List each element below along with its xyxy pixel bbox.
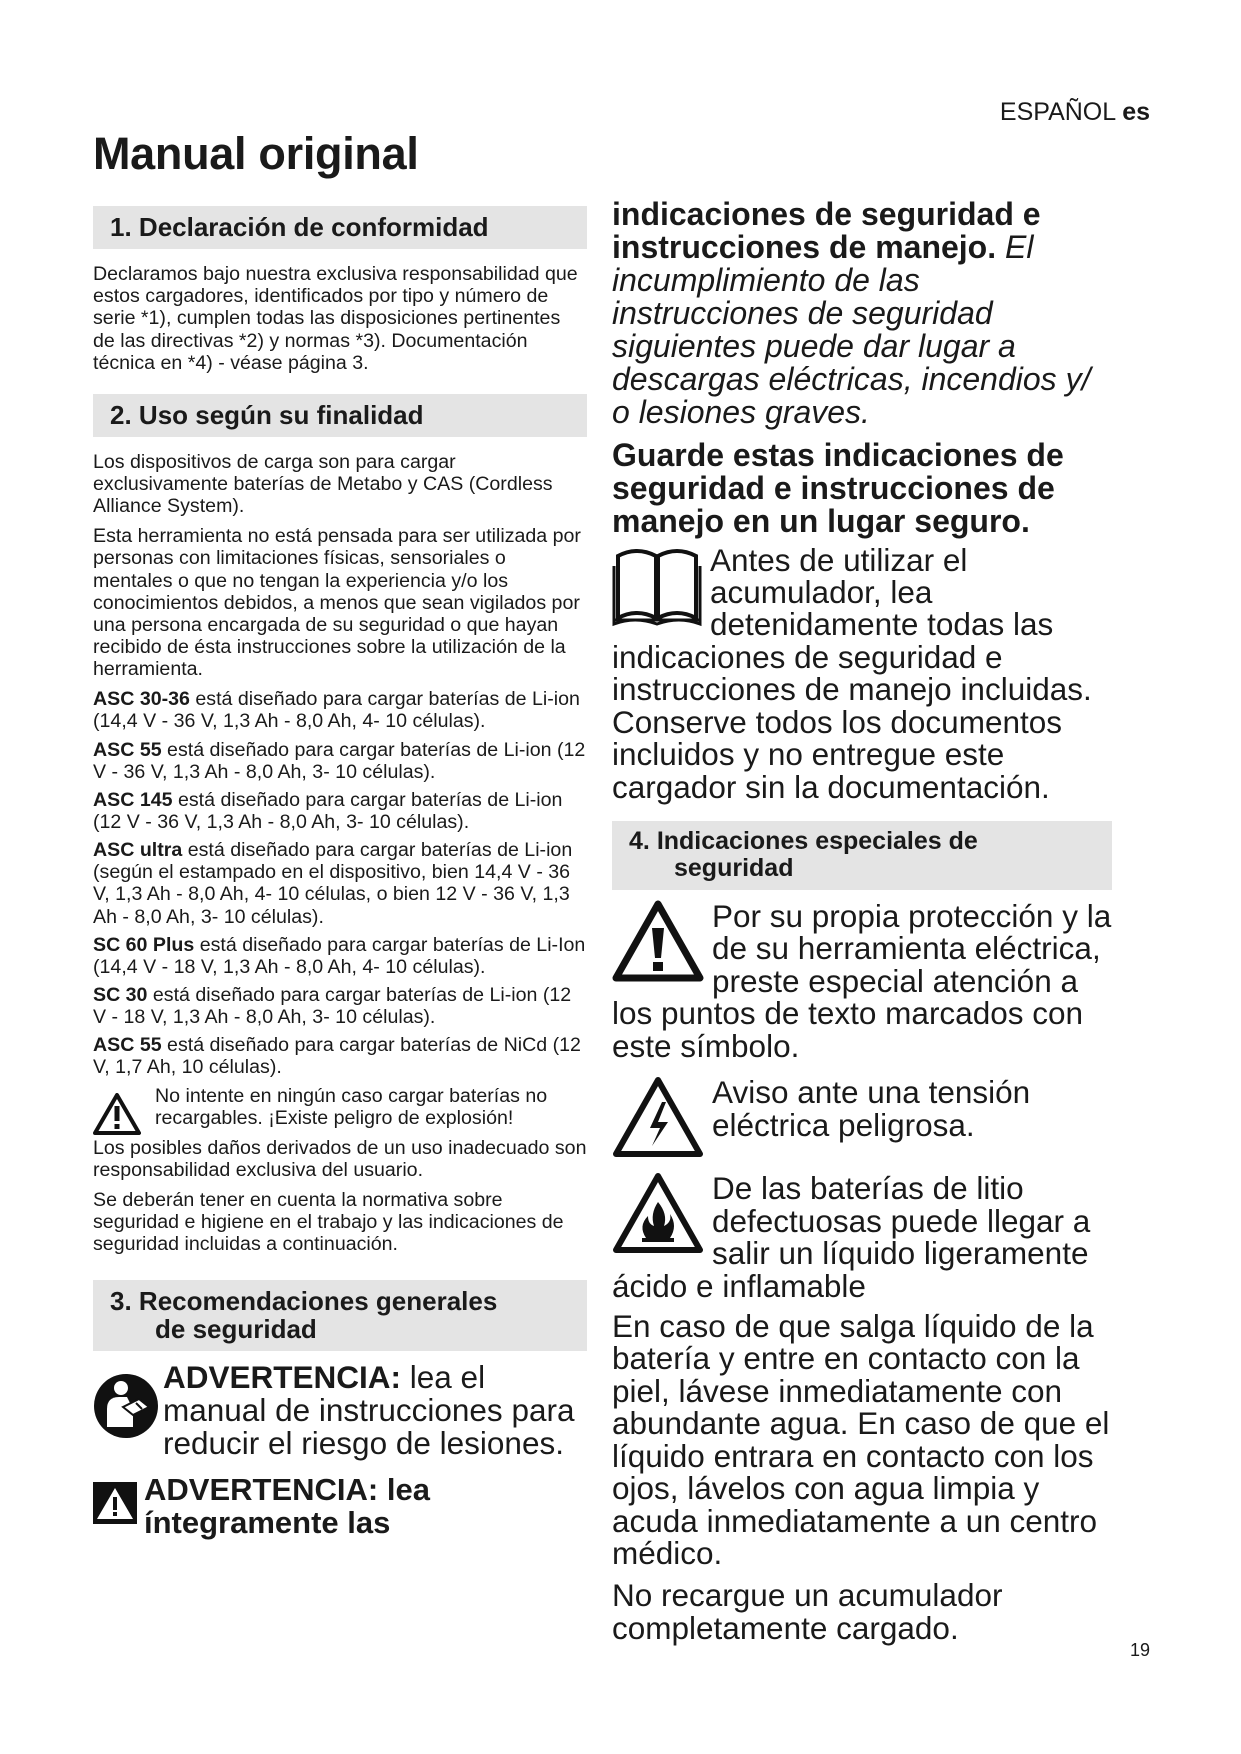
read-manual-icon [93, 1373, 159, 1439]
section-2-body [93, 451, 587, 1256]
language-name: ESPAÑOL [999, 98, 1116, 126]
book-notice: Antes de utilizar el acumulador, lea detenidamente todas las indicaciones de seguridad e instrucciones de manejo incluidas. Conserve todos los documentos incluidos y no entregue este cargador sin la documentación. [612, 541, 1092, 805]
language-label [900, 98, 1150, 127]
intended-use-text: Los dispositivos de carga son para cargar exclusivamente baterías de Metabo y CAS (Cordless Alliance System). [93, 450, 553, 518]
model-item: SC 60 Plus está diseñado para cargar baterías de Li-Ion (14,4 V - 18 V, 1,3 Ah - 8,0 Ah, 4- 10 células). [93, 933, 586, 978]
model-item: ASC ultra está diseñado para cargar baterías de Li-ion (según el estampado en el dispositivo, bien 14,4 V - 36 V, 1,3 Ah - 8,0 Ah, 4- 10 células, o bien 12 V - 36 V, 1,3 Ah - 8,0 Ah, 3- 10 células). [93, 839, 573, 928]
persons-text: Esta herramienta no está pensada para ser utilizada por personas con limitaciones físicas, sensoriales o mentales o que no tengan la experiencia y/o los conocimientos debidos, a menos que sean vigilados por una persona encargada de su seguridad o que hayan recibido de ésta instrucciones sobre la utilización de la herramienta. [93, 525, 581, 681]
keep-instructions-text: Guarde estas indicaciones de seguridad e instrucciones de manejo en un lugar seguro. [612, 436, 1064, 539]
section-4-heading: 4. Indicaciones especiales de seguridad [612, 821, 1112, 890]
flammable-icon [612, 1172, 704, 1254]
electric-hazard-icon [612, 1076, 704, 1158]
model-item: ASC 30-36 está diseñado para cargar baterías de Li-ion (14,4 V - 36 V, 1,3 Ah - 8,0 Ah, 4- 10 células). [93, 688, 580, 733]
page-title: Manual original [93, 128, 419, 179]
section-1-heading: 1. Declaración de conformidad [93, 206, 587, 249]
model-item: ASC 55 está diseñado para cargar baterías de NiCd (12 V, 1,7 Ah, 10 células). [93, 1034, 581, 1079]
left-column [93, 206, 587, 1540]
declaration-text: Declaramos bajo nuestra exclusiva responsabilidad que estos cargadores, identificados por tipo y número de serie *1), cumplen todas las disposiciones pertinentes de las directivas *2) y normas *3). Documentación técnica en *4) - véase página 3. [93, 263, 578, 374]
read-manual-warning: ADVERTENCIA: lea el manual de instrucciones para reducir el riesgo de lesiones. [93, 1361, 587, 1461]
contact-instructions: En caso de que salga líquido de la batería y entre en contacto con la piel, lávese inmediatamente con abundante agua. En caso de que el líquido entrara en contacto con los ojos, lávelos con agua limpia y acuda inmediatamente a un centro médico. [612, 1307, 1110, 1572]
explosion-warning: No intente en ningún caso cargar baterías no recargables. ¡Existe peligro de explosión! [93, 1085, 587, 1129]
warning-continuation: indicaciones de seguridad e instrucciones de manejo. El incumplimiento de las instrucciones de seguridad siguientes puede dar lugar a descargas eléctricas, incendios y/ o lesiones graves. [612, 196, 1091, 430]
misuse-text: Los posibles daños derivados de un uso inadecuado son responsabilidad exclusiva del usuario. [93, 1136, 587, 1181]
section-3-heading: 3. Recomendaciones generales de seguridad [93, 1280, 587, 1351]
right-column [612, 198, 1112, 1644]
warning-box-icon [93, 1482, 137, 1524]
regulations-text: Se deberán tener en cuenta la normativa sobre seguridad e higiene en el trabajo y las indicaciones de seguridad incluidas a continuación. [93, 1189, 564, 1256]
read-instructions-warning: ADVERTENCIA: lea íntegramente las [93, 1474, 587, 1540]
voltage-notice: Aviso ante una tensión eléctrica peligrosa. [612, 1076, 1112, 1162]
model-item: ASC 145 está diseñado para cargar baterías de Li-ion (12 V - 36 V, 1,3 Ah - 8,0 Ah, 3- 10 células). [93, 788, 563, 833]
model-item: ASC 55 está diseñado para cargar baterías de Li-ion (12 V - 36 V, 1,3 Ah - 8,0 Ah, 3- 10 células). [93, 738, 586, 783]
attention-notice: Por su propia protección y la de su herramienta eléctrica, preste especial atención a los puntos de texto marcados con este símbolo. [612, 898, 1112, 1064]
section-2-heading: 2. Uso según su finalidad [93, 394, 587, 437]
warning-exclamation-icon [612, 900, 704, 982]
model-item: SC 30 está diseñado para cargar baterías de Li-ion (12 V - 18 V, 1,3 Ah - 8,0 Ah, 3- 10 células). [93, 983, 572, 1029]
no-recharge-notice: No recargue un acumulador completamente cargado. [612, 1577, 1003, 1646]
page-number: 19 [1130, 1640, 1151, 1660]
book-icon [612, 544, 702, 628]
section-1-body [93, 263, 587, 374]
lithium-notice: De las baterías de litio defectuosas puede llegar a salir un líquido ligeramente ácido e inflamable [612, 1170, 1091, 1304]
language-code: es [1122, 98, 1150, 126]
warning-triangle-icon [93, 1093, 141, 1135]
